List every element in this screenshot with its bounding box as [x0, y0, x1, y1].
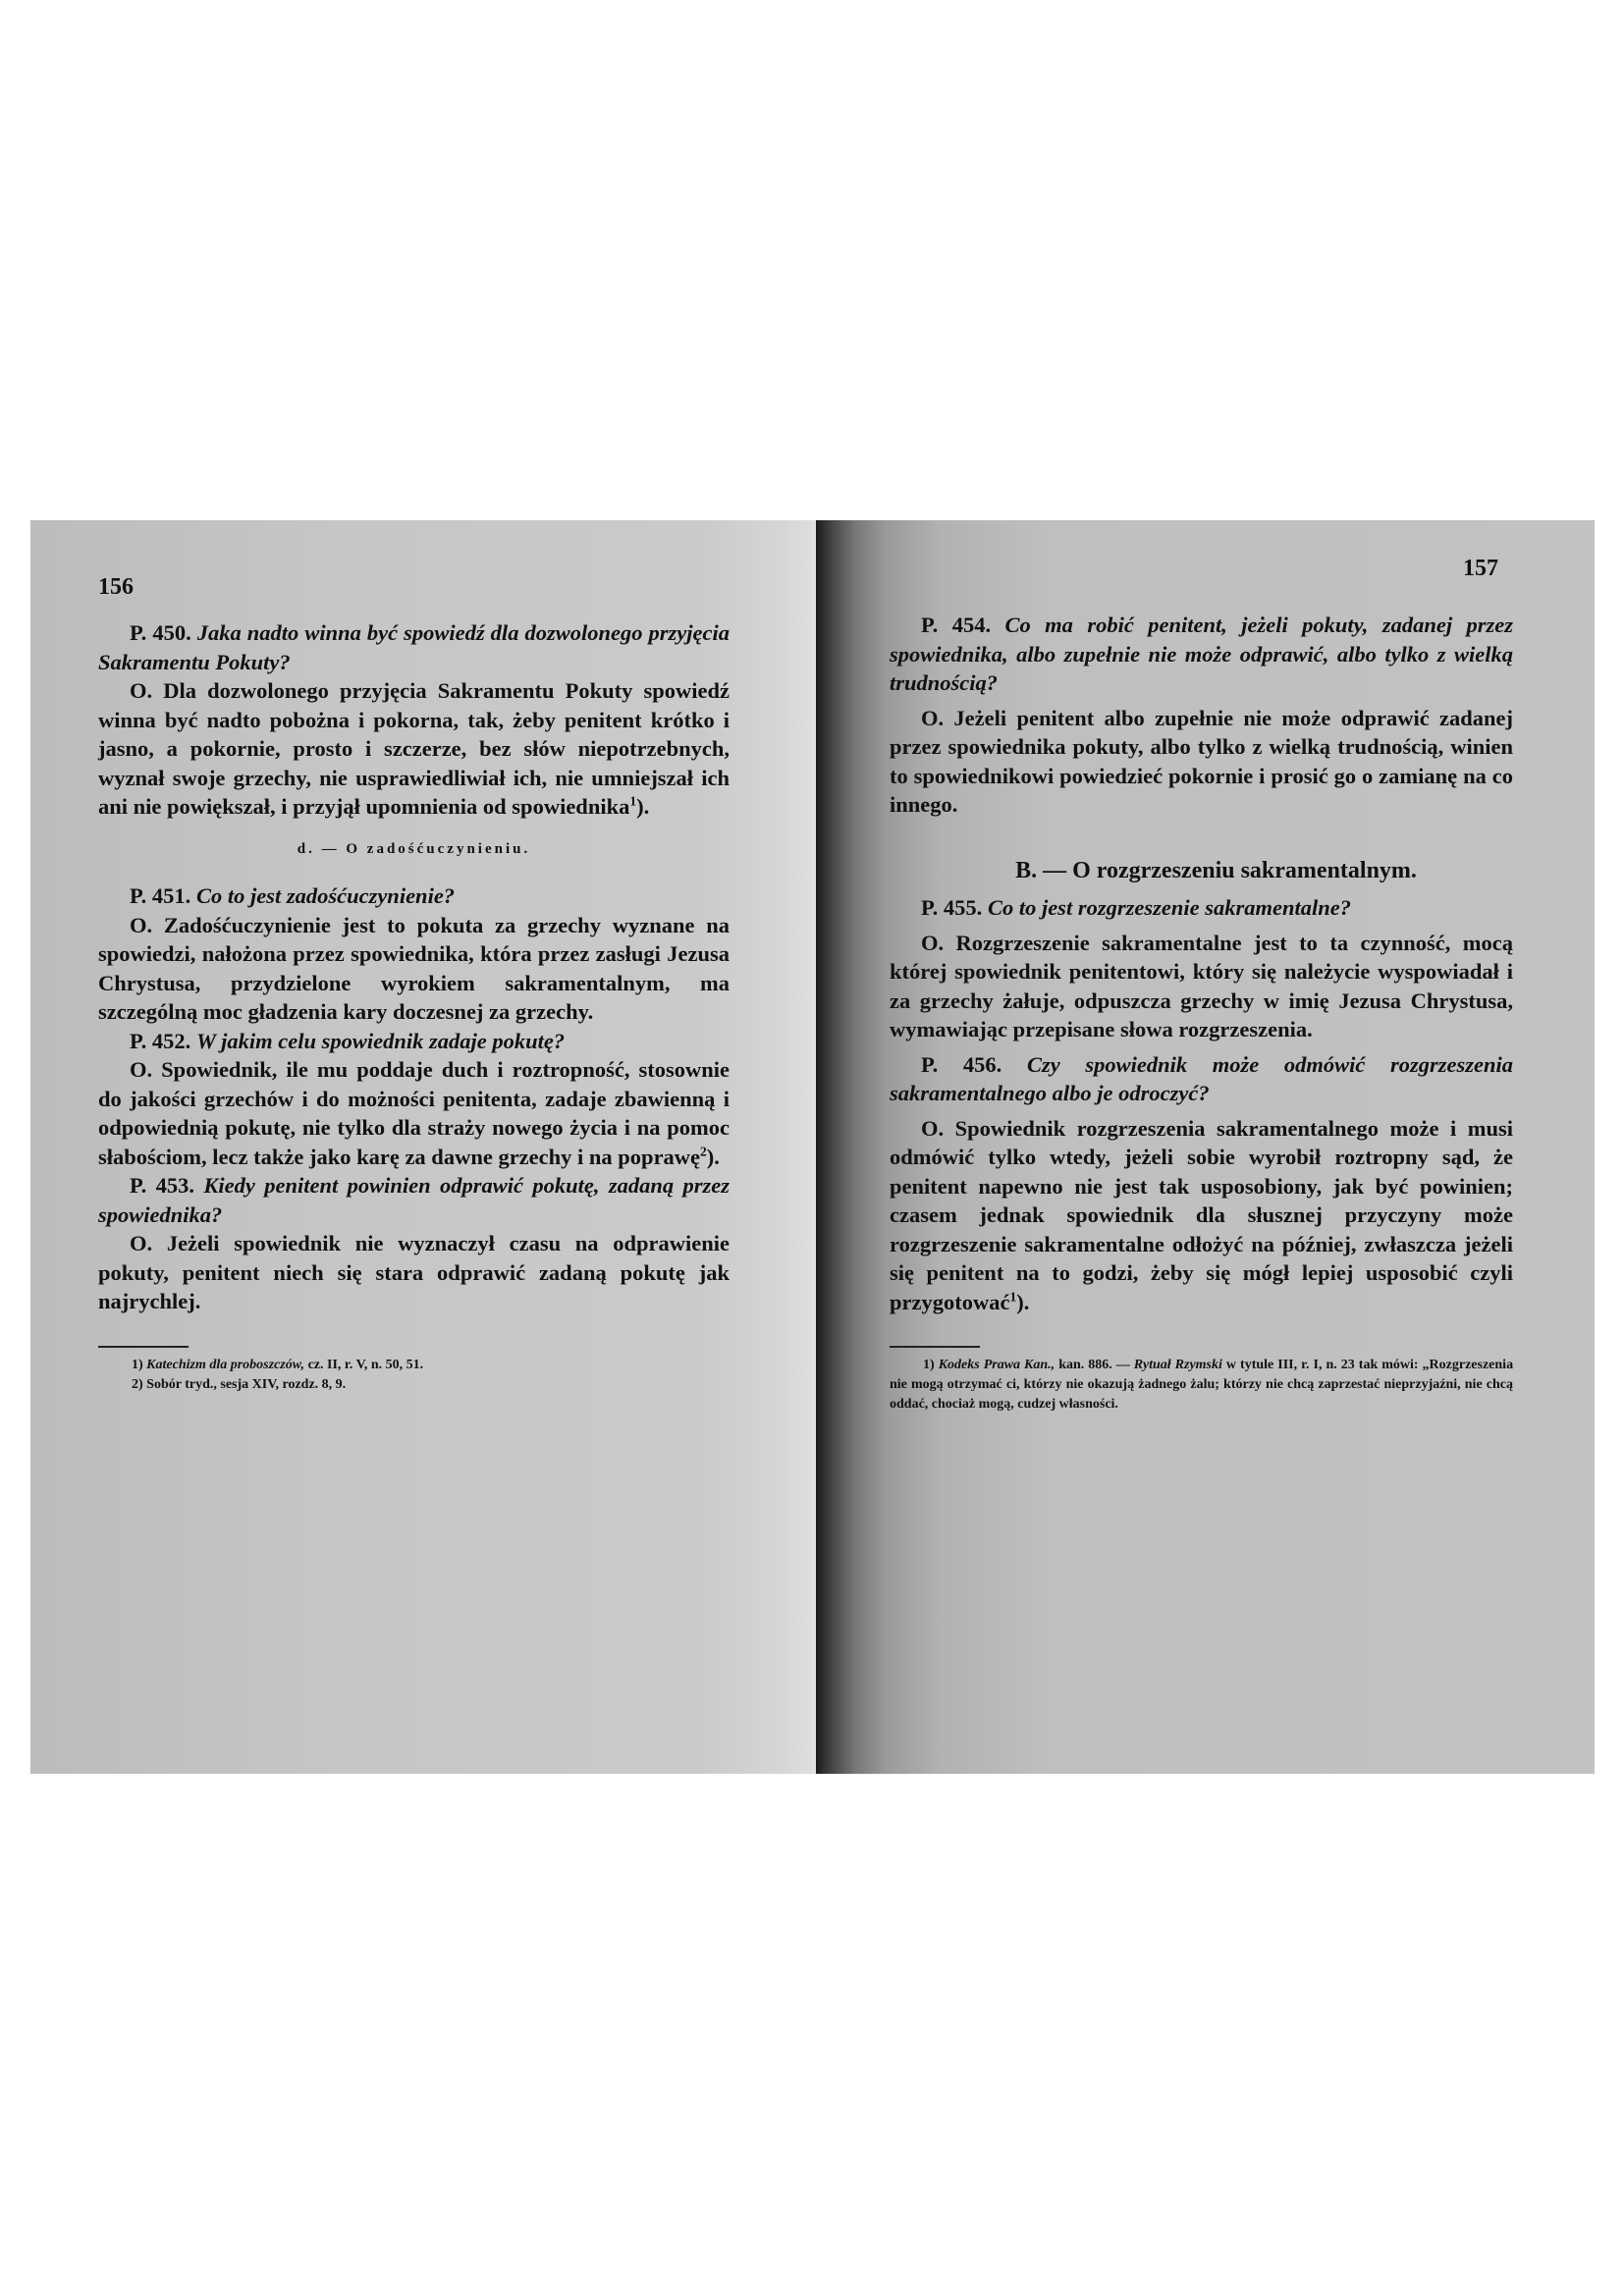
question-452: P. 452. W jakim celu spowiednik zadaje pokutę?	[130, 1028, 566, 1053]
left-page-body	[98, 618, 730, 1395]
page-number: 157	[1463, 556, 1498, 581]
answer-453: O. Jeżeli spowiednik nie wyznaczył czasu na odprawienie pokuty, penitent niech się stara odprawić zadaną pokutę jak najrychlej.	[98, 1231, 730, 1313]
footnote-ref: 1	[1009, 1289, 1017, 1304]
footnotes	[98, 1356, 730, 1395]
answer-450: O. Dla dozwolonego przyjęcia Sakramentu Pokuty spowiedź winna być nadto pobożna i pokorna, tak, żeby penitent krótko i jasno, a pokornie, prosto i szczerze, bez słów niepotrzebnych, wyznał swoje grzechy, nie usprawiedliwiał ich, nie umniejszał ich ani nie powiększał, i przyjął upomnienia od spowiednika$^1$).	[98, 678, 730, 819]
left-page	[30, 520, 816, 1774]
question-454: P. 454. Co ma robić penitent, jeżeli pokuty, zadanej przez spowiednika, albo zupełnie nie może odprawić, albo tylko z wielką trudnością?	[890, 613, 1513, 695]
page-number: 156	[98, 574, 134, 600]
section-heading: d. — O zadośćuczynieniu.	[297, 840, 531, 857]
footnote-1: 1) Katechizm dla proboszczów, cz. II, r. V, n. 50, 51.	[132, 1357, 424, 1372]
question-450: P. 450. Jaka nadto winna być spowiedź dla dozwolonego przyjęcia Sakramentu Pokuty?	[98, 620, 730, 674]
footnote-ref: 2	[700, 1144, 707, 1158]
answer-456: O. Spowiednik rozgrzeszenia sakramentalnego może i musi odmówić tylko wtedy, jeżeli sobie wyrobił roztropny sąd, że penitent napewno nie jest tak usposobiony, jak być powinien; czasem jednak spowiednik dla słusznej przyczyny może rozgrzeszenie sakramentalne odłożyć na później, zwłaszcza jeżeli się penitent na to godzi, żeby się mógł lepiej usposobić czyli przygotować$^1$).	[890, 1115, 1513, 1314]
book-spread-scan	[30, 520, 1595, 1774]
right-page	[816, 520, 1595, 1774]
question-451: P. 451. Co to jest zadośćuczynienie?	[130, 883, 456, 908]
footnote-ref: 1	[629, 793, 637, 809]
question-455: P. 455. Co to jest rozgrzeszenie sakramentalne?	[921, 895, 1351, 920]
answer-454: O. Jeżeli penitent albo zupełnie nie może odprawić zadanej przez spowiednika pokuty, albo tylko z wielką trudnością, winien to spowiednikowi powiedzieć pokornie i prosić go o zamianę na co innego.	[890, 705, 1513, 817]
answer-451: O. Zadośćuczynienie jest to pokuta za grzechy wyznane na spowiedzi, nałożona przez spowiednika, która przez zasługi Jezusa Chrystusa, przydzielone wyrokiem sakramentalnym, ma szczególną moc gładzenia kary doczesnej za grzechy.	[98, 912, 730, 1024]
footnotes	[890, 1356, 1513, 1415]
question-456: P. 456. Czy spowiednik może odmówić rozgrzeszenia sakramentalnego albo je odroczyć?	[890, 1051, 1514, 1105]
question-453: P. 453. Kiedy penitent powinien odprawić pokutę, zadaną przez spowiednika?	[98, 1173, 731, 1227]
answer-455: O. Rozgrzeszenie sakramentalne jest to ta czynność, mocą której spowiednik penitentowi, który się należycie wyspowiadał i za grzechy żałuje, odpuszcza grzechy w imię Jezusa Chrystusa, wymawiając przepisane słowa rozgrzeszenia.	[890, 930, 1513, 1041]
footnote-divider	[890, 1346, 980, 1348]
footnote-2: 2) Sobór tryd., sesja XIV, rozdz. 8, 9.	[132, 1376, 347, 1392]
footnote-divider	[98, 1346, 189, 1348]
section-heading: B. — O rozgrzeszeniu sakramentalnym.	[1015, 857, 1417, 883]
right-page-body	[890, 611, 1513, 1415]
answer-452: O. Spowiednik, ile mu poddaje duch i roztropność, stosownie do jakości grzechów i do możności penitenta, zadaje zbawienną i odpowiednią pokutę, nie tylko dla straży nowego życia i na pomoc słabościom, lecz także jako karę za dawne grzechy i na poprawę$^2$).	[98, 1057, 730, 1169]
footnote-1: 1) Kodeks Prawa Kan., kan. 886. — Rytuał Rzymski w tytule III, r. I, n. 23 tak mówi: „Rozgrzeszenia nie mogą otrzymać ci, którzy nie okazują żadnego żalu; którzy nie chcą zaprzestać nieprzyjaźni, nie chcą oddać, chociaż mogą, cudzej własności.	[890, 1358, 1514, 1412]
